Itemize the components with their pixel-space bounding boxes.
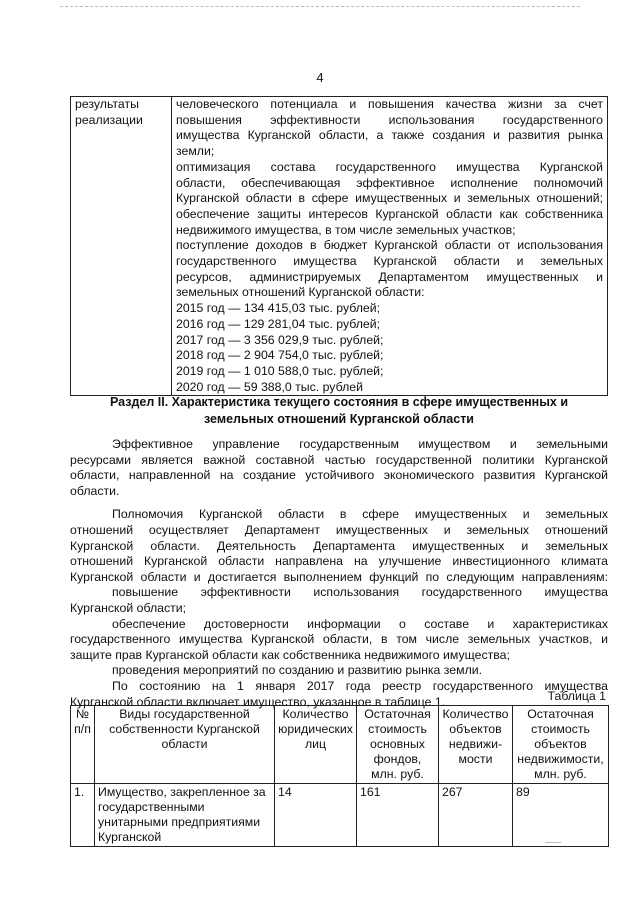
table-row [71, 97, 608, 396]
content-line: земли; [176, 144, 215, 159]
content-line: ресурсов, администрируемых Департаментом имущественных и [176, 269, 603, 284]
property-table [70, 705, 609, 847]
section-heading [70, 394, 608, 428]
text-line: Курганской области включает имущество, указанное в таблице 1. [70, 694, 446, 709]
paragraph [70, 437, 608, 499]
text-line: Курганской области и достигается выполнением функций по следующим направлениям: [70, 569, 608, 584]
content-line: 2016 год — 129 281,04 тыс. рублей; [176, 316, 381, 331]
text-line: повышение эффективности использования государственного имущества [112, 585, 608, 600]
content-line: оптимизация состава государственного имущества Курганской [176, 159, 603, 174]
scan-artifact-mark [545, 842, 561, 843]
content-line: имущества Курганской области, а также создания и развития рынка [176, 128, 603, 143]
text-line: защите прав Курганской области как собственника недвижимого имущества; [70, 647, 510, 662]
text-line: области. [70, 483, 120, 498]
table-cell: 1. [71, 784, 95, 847]
content-line: человеческого потенциала и повышения качества жизни за счет [176, 97, 603, 111]
text-line: Курганской области. Деятельность Департамента имущественных и земельных [70, 538, 608, 553]
content-line: поступление доходов в бюджет Курганской области от использования [176, 238, 603, 253]
text-line: Курганской области; [70, 600, 187, 615]
table-cell: Имущество, закрепленное за государственными унитарными предприятиями Курганской [95, 784, 275, 847]
table-header-cell: Виды государственной собственности Курганской области [95, 706, 275, 784]
results-table [70, 96, 608, 396]
table-cell: 161 [357, 784, 439, 847]
content-line: повышения эффективности использования государственного [176, 112, 603, 127]
content-line: земельных отношений Курганской области: [176, 285, 425, 300]
text-line: отношений Курганской области направлена на улучшение инвестиционного климата [70, 554, 608, 569]
label-line: результаты [75, 97, 139, 111]
text-line: Эффективное управление государственным имуществом и земельными [112, 437, 608, 451]
content-line: недвижимого имущества, в том числе земельных участков; [176, 222, 516, 237]
table-cell: 89 [513, 784, 609, 847]
body-text [70, 437, 608, 718]
table-header-cell: Количество юридических лиц [275, 706, 357, 784]
text-line: отношений осуществляет Департамент имущественных и земельных отношений [70, 522, 608, 537]
content-line: 2019 год — 1 010 588,0 тыс. рублей; [176, 363, 384, 378]
content-line: обеспечение защиты интересов Курганской области как собственника [176, 206, 603, 221]
content-line: области, обеспечивающая эффективное исполнение полномочий [176, 175, 603, 190]
label-line: реализации [75, 112, 143, 127]
content-line: 2020 год — 59 388,0 тыс. рублей [176, 379, 363, 394]
table-caption: Таблица 1 [547, 689, 606, 703]
table-cell: 267 [439, 784, 513, 847]
text-line: Полномочия Курганской области в сфере имущественных и земельных [112, 507, 608, 522]
results-content-cell [172, 97, 608, 396]
paragraph [70, 507, 608, 710]
heading-line: земельных отношений Курганской области [204, 412, 474, 426]
table-header-cell: Количество объектов недвижи-мости [439, 706, 513, 784]
text-line: области, направленной на создание устойчивого экономического развития Курганской [70, 468, 608, 483]
page-number: 4 [316, 70, 324, 85]
content-line: 2018 год — 2 904 754,0 тыс. рублей; [176, 348, 384, 363]
content-line: 2015 год — 134 415,03 тыс. рублей; [176, 301, 381, 316]
scan-artifact-top [60, 6, 580, 8]
table-header-cell: № п/п [71, 706, 95, 784]
content-line: Курганской области в сфере имущественных и земельных отношений; [176, 191, 603, 206]
heading-line: Раздел II. Характеристика текущего состояния в сфере имущественных и [109, 395, 569, 409]
table-header-row [71, 706, 609, 784]
table-header-cell: Остаточная стоимость объектов недвижимости, млн. руб. [513, 706, 609, 784]
content-line: 2017 год — 3 356 029,9 тыс. рублей; [176, 332, 384, 347]
results-label-cell [71, 97, 172, 396]
table-header-cell: Остаточная стоимость основных фондов, млн. руб. [357, 706, 439, 784]
text-line: государственного имущества Курганской области, в том числе земельных участков, и [70, 632, 608, 647]
table-row [71, 784, 609, 847]
text-line: По состоянию на 1 января 2017 года реестр государственного имущества [112, 678, 608, 693]
table-cell: 14 [275, 784, 357, 847]
text-line: проведения мероприятий по созданию и развитию рынка земли. [112, 663, 483, 678]
content-line: государственного имущества Курганской области и земельных [176, 254, 603, 269]
text-line: ресурсами является важной составной частью государственной политики Курганской [70, 452, 608, 467]
text-line: обеспечение достоверности информации о составе и характеристиках [112, 616, 608, 631]
